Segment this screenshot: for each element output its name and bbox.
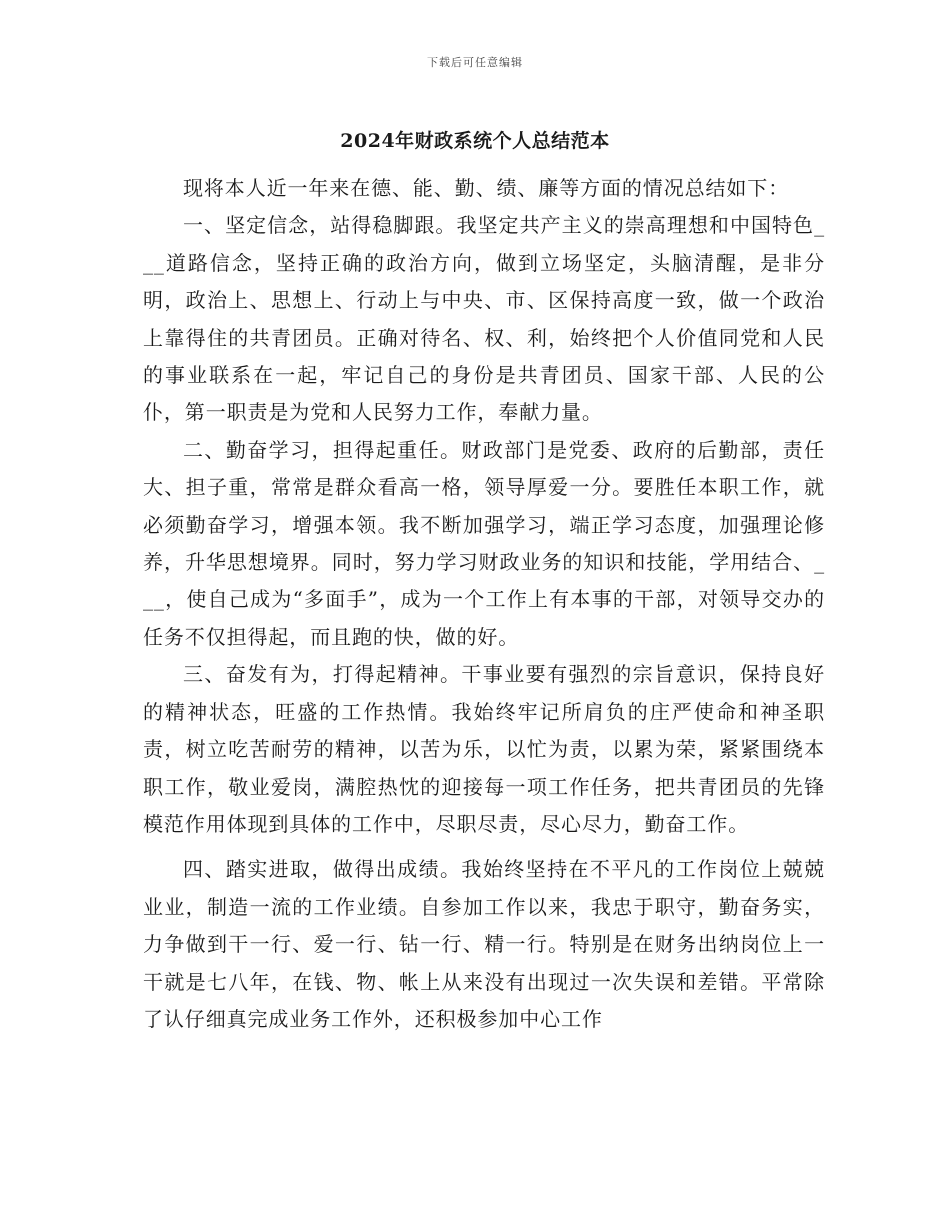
paragraph-section-3: 三、奋发有为，打得起精神。干事业要有强烈的宗旨意识，保持良好的精神状态，旺盛的工作热情。我始终牢记所肩负的庄严使命和神圣职责，树立吃苦耐劳的精神，以苦为乐，以忙为责，以累为荣，紧紧围绕本职工作，敬业爱岗，满腔热忱的迎接每一项工作任务，把共青团员的先锋模范作用体现到具体的工作中，尽职尽责，尽心尽力，勤奋工作。: [143, 662, 825, 836]
paragraph-intro: 现将本人近一年来在德、能、勤、绩、廉等方面的情况总结如下：: [183, 176, 790, 200]
header-note: 下载后可任意编辑: [427, 56, 523, 69]
paragraph-section-1: 一、坚定信念，站得稳脚跟。我坚定共产主义的崇高理想和中国特色___道路信念，坚持正确的政治方向，做到立场坚定，头脑清醒，是非分明，政治上、思想上、行动上与中央、市、区保持高度一致，做一个政治上靠得住的共青团员。正确对待名、权、利，始终把个人价值同党和人民的事业联系在一起，牢记自己的身份是共青团员、国家干部、人民的公仆，第一职责是为党和人民努力工作，奉献力量。: [143, 213, 825, 425]
paragraph-section-4: 四、踏实进取，做得出成绩。我始终坚持在不平凡的工作岗位上兢兢业业，制造一流的工作业绩。自参加工作以来，我忠于职守，勤奋务实，力争做到干一行、爱一行、钻一行、精一行。特别是在财务出纳岗位上一干就是七八年，在钱、物、帐上从来没有出现过一次失误和差错。平常除了认仔细真完成业务工作外，还积极参加中心工作: [143, 857, 825, 1031]
document-body: [143, 170, 825, 1038]
paragraph-section-2: 二、勤奋学习，担得起重任。财政部门是党委、政府的后勤部，责任大、担子重，常常是群众看高一格，领导厚爱一分。要胜任本职工作，就必须勤奋学习，增强本领。我不断加强学习，端正学习态度，加强理论修养，升华思想境界。同时，努力学习财政业务的知识和技能，学用结合、___，使自己成为“多面手”，成为一个工作上有本事的干部，对领导交办的任务不仅担得起，而且跑的快，做的好。: [143, 437, 825, 649]
document-title: 2024年财政系统个人总结范本: [340, 130, 610, 152]
